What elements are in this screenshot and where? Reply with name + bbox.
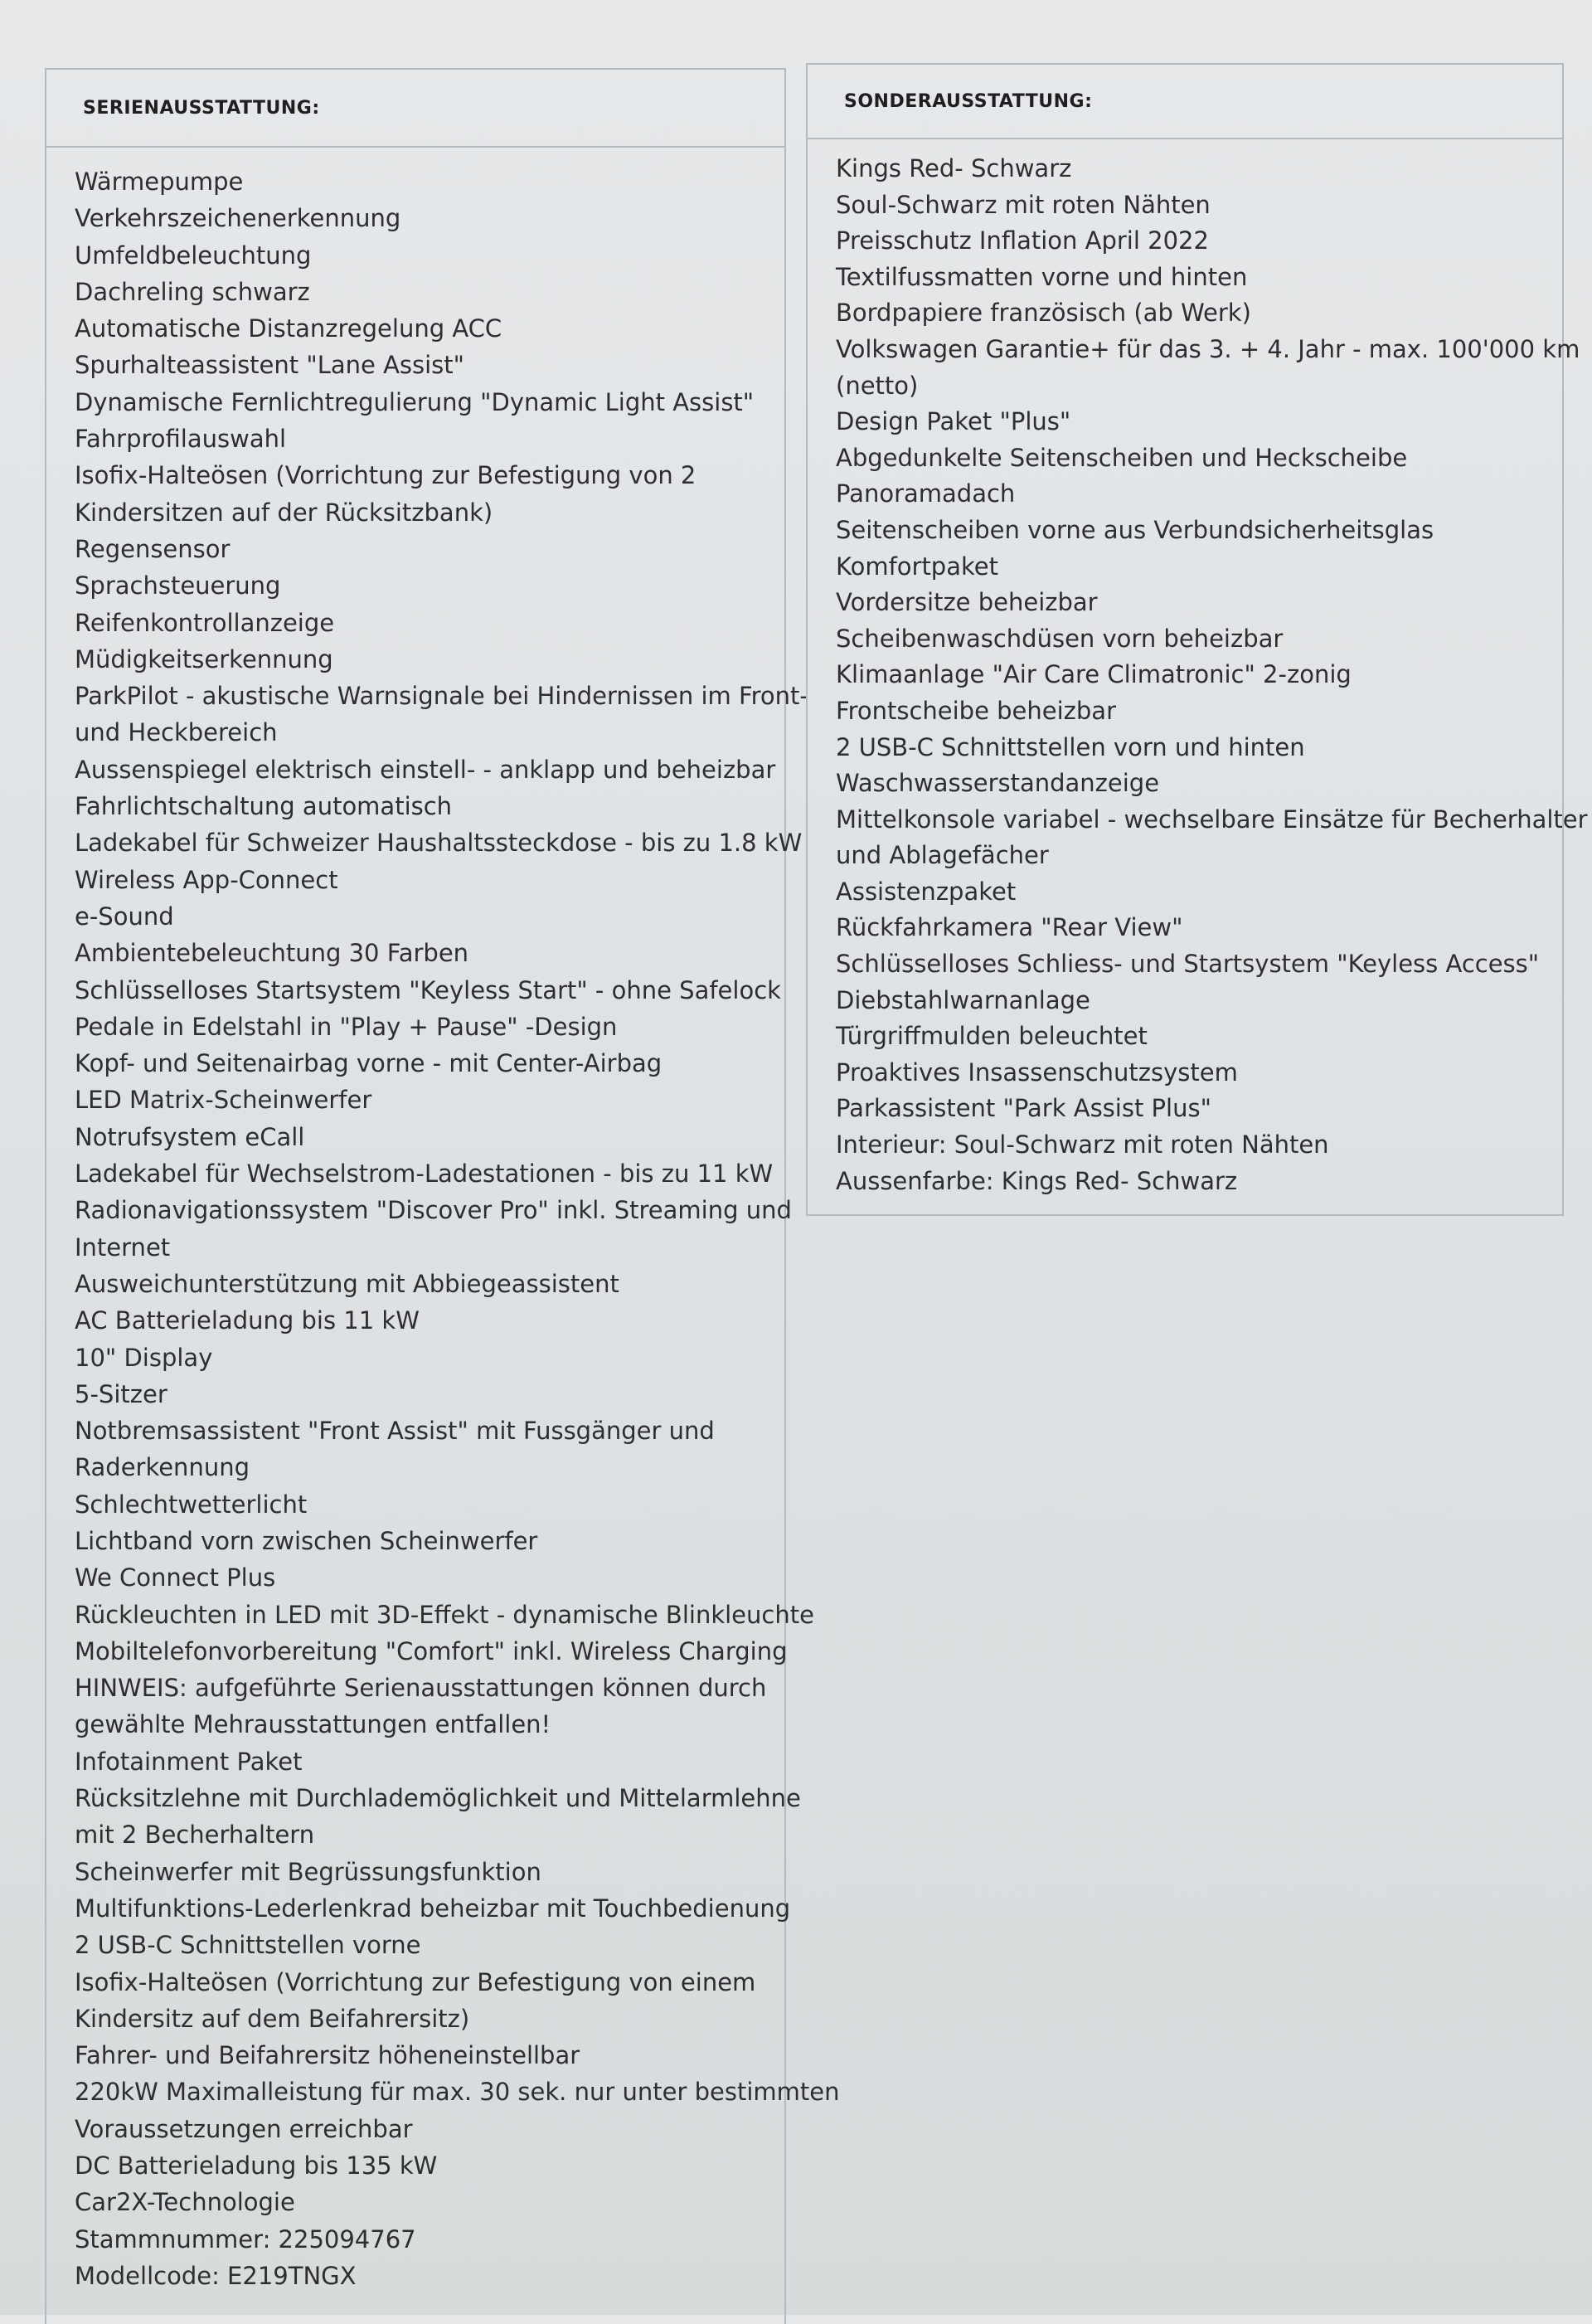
optional-equipment-item: Seitenscheiben vorne aus Verbundsicherheitsglas <box>836 515 1434 544</box>
optional-equipment-header <box>808 65 1562 139</box>
optional-equipment-panel <box>806 63 1588 1216</box>
standard-equipment-item: Dachreling schwarz <box>75 277 310 306</box>
optional-equipment-item: Waschwasserstandanzeige <box>836 769 1160 798</box>
optional-equipment-item: (netto) <box>836 371 919 400</box>
standard-equipment-item: Mobiltelefonvorbereitung "Comfort" inkl. Wireless Charging <box>75 1636 788 1665</box>
standard-equipment-list <box>46 148 840 2294</box>
optional-equipment-item: Aussenfarbe: Kings Red- Schwarz <box>836 1166 1238 1195</box>
standard-equipment-item: Ladekabel für Wechselstrom-Ladestationen - bis zu 11 kW <box>75 1160 774 1189</box>
optional-equipment-item: Schlüsselloses Schliess- und Startsystem "Keyless Access" <box>836 950 1540 979</box>
optional-equipment-item: und Ablagefächer <box>836 841 1049 870</box>
standard-equipment-item: LED Matrix-Scheinwerfer <box>75 1086 372 1115</box>
optional-equipment-item: Scheibenwaschdüsen vorn beheizbar <box>836 624 1284 653</box>
standard-equipment-item: Automatische Distanzregelung ACC <box>75 314 502 343</box>
standard-equipment-item: mit 2 Becherhaltern <box>75 1821 315 1850</box>
standard-equipment-item: Sprachsteuerung <box>75 571 281 600</box>
standard-equipment-item: Scheinwerfer mit Begrüssungsfunktion <box>75 1857 541 1886</box>
standard-equipment-header <box>46 70 784 148</box>
standard-equipment-item: 2 USB-C Schnittstellen vorne <box>75 1931 421 1960</box>
standard-equipment-item: HINWEIS: aufgeführte Serienausstattungen können durch <box>75 1674 767 1703</box>
standard-equipment-item: Isofix-Halteösen (Vorrichtung zur Befestigung von einem <box>75 1967 756 1996</box>
optional-equipment-item: Proaktives Insassenschutzsystem <box>836 1057 1238 1087</box>
standard-equipment-item: Aussenspiegel elektrisch einstell- - anklapp und beheizbar <box>75 755 776 784</box>
optional-equipment-item: Soul-Schwarz mit roten Nähten <box>836 190 1211 219</box>
standard-equipment-item: Spurhalteassistent "Lane Assist" <box>75 351 465 380</box>
standard-equipment-item: gewählte Mehrausstattungen entfallen! <box>75 1710 551 1739</box>
standard-equipment-item: Radionavigationssystem "Discover Pro" inkl. Streaming und <box>75 1196 792 1225</box>
optional-equipment-item: Panoramadach <box>836 479 1016 508</box>
standard-equipment-item: ParkPilot - akustische Warnsignale bei Hindernissen im Front- <box>75 682 808 711</box>
standard-equipment-item: 220kW Maximalleistung für max. 30 sek. nur unter bestimmten <box>75 2078 840 2107</box>
optional-equipment-item: Assistenzpaket <box>836 877 1017 906</box>
standard-equipment-item: Ausweichunterstützung mit Abbiegeassistent <box>75 1269 619 1298</box>
standard-equipment-item: Kopf- und Seitenairbag vorne - mit Center-Airbag <box>75 1049 663 1078</box>
standard-equipment-item: Notbremsassistent "Front Assist" mit Fussgänger und <box>75 1417 715 1446</box>
optional-equipment-item: Kings Red- Schwarz <box>836 154 1072 182</box>
standard-equipment-item: Umfeldbeleuchtung <box>75 241 312 270</box>
optional-equipment-item: Vordersitze beheizbar <box>836 588 1098 617</box>
standard-equipment-item: Ladekabel für Schweizer Haushaltssteckdose - bis zu 1.8 kW <box>75 829 803 858</box>
standard-equipment-item: Notrufsystem eCall <box>75 1122 305 1151</box>
standard-equipment-item: Wärmepumpe <box>75 168 244 196</box>
standard-equipment-item: und Heckbereich <box>75 718 278 747</box>
optional-equipment-item: Textilfussmatten vorne und hinten <box>836 262 1248 291</box>
standard-equipment-item: Lichtband vorn zwischen Scheinwerfer <box>75 1526 538 1555</box>
standard-equipment-item: Pedale in Edelstahl in "Play + Pause" -Design <box>75 1012 618 1041</box>
standard-equipment-item: 5-Sitzer <box>75 1379 167 1408</box>
standard-equipment-item: Voraussetzungen erreichbar <box>75 2114 413 2143</box>
standard-equipment-item: Regensensor <box>75 534 231 563</box>
standard-equipment-item: Schlüsselloses Startsystem "Keyless Start" - ohne Safelock <box>75 975 781 1004</box>
optional-equipment-item: Volkswagen Garantie+ für das 3. + 4. Jahr - max. 100'000 km <box>836 334 1580 363</box>
standard-equipment-item: Infotainment Paket <box>75 1747 303 1776</box>
standard-equipment-item: Reifenkontrollanzeige <box>75 608 335 637</box>
standard-equipment-item: Rückleuchten in LED mit 3D-Effekt - dynamische Blinkleuchte <box>75 1600 814 1629</box>
standard-equipment-item: Rücksitzlehne mit Durchlademöglichkeit und Mittelarmlehne <box>75 1784 801 1813</box>
standard-equipment-item: Modellcode: E219TNGX <box>75 2261 357 2290</box>
standard-equipment-item: Stammnummer: 225094767 <box>75 2224 416 2254</box>
standard-equipment-item: Isofix-Halteösen (Vorrichtung zur Befestigung von 2 <box>75 461 696 490</box>
optional-equipment-item: Frontscheibe beheizbar <box>836 696 1117 725</box>
optional-equipment-item: Interieur: Soul-Schwarz mit roten Nähten <box>836 1130 1329 1160</box>
standard-equipment-item: Fahrlichtschaltung automatisch <box>75 792 453 821</box>
standard-equipment-item: Schlechtwetterlicht <box>75 1490 308 1519</box>
standard-equipment-item: Raderkennung <box>75 1453 250 1482</box>
optional-equipment-title: SONDERAUSSTATTUNG: <box>844 90 1093 112</box>
optional-equipment-item: 2 USB-C Schnittstellen vorn und hinten <box>836 732 1305 761</box>
optional-equipment-item: Abgedunkelte Seitenscheiben und Heckscheibe <box>836 443 1408 472</box>
optional-equipment-item: Design Paket "Plus" <box>836 407 1071 436</box>
optional-equipment-item: Klimaanlage "Air Care Climatronic" 2-zonig <box>836 660 1352 689</box>
standard-equipment-panel <box>45 68 840 2324</box>
optional-equipment-list <box>808 139 1588 1199</box>
standard-equipment-item: Multifunktions-Lederlenkrad beheizbar mit Touchbedienung <box>75 1894 791 1923</box>
standard-equipment-item: e-Sound <box>75 902 174 931</box>
optional-equipment-item: Diebstahlwarnanlage <box>836 985 1090 1014</box>
standard-equipment-item: Car2X-Technologie <box>75 2188 295 2217</box>
optional-equipment-item: Rückfahrkamera "Rear View" <box>836 913 1183 942</box>
standard-equipment-item: Fahrer- und Beifahrersitz höheneinstellbar <box>75 2041 580 2070</box>
standard-equipment-item: Kindersitz auf dem Beifahrersitz) <box>75 2004 470 2033</box>
optional-equipment-item: Preisschutz Inflation April 2022 <box>836 226 1209 255</box>
standard-equipment-item: Wireless App-Connect <box>75 865 338 894</box>
optional-equipment-item: Türgriffmulden beleuchtet <box>836 1022 1148 1051</box>
optional-equipment-item: Komfortpaket <box>836 552 998 581</box>
optional-equipment-item: Mittelkonsole variabel - wechselbare Einsätze für Becherhalter <box>836 805 1588 834</box>
optional-equipment-item: Bordpapiere französisch (ab Werk) <box>836 299 1251 328</box>
standard-equipment-item: 10" Display <box>75 1343 213 1372</box>
standard-equipment-item: Ambientebeleuchtung 30 Farben <box>75 939 469 968</box>
standard-equipment-item: AC Batterieladung bis 11 kW <box>75 1306 420 1335</box>
standard-equipment-item: We Connect Plus <box>75 1563 276 1592</box>
standard-equipment-item: Fahrprofilauswahl <box>75 425 287 454</box>
standard-equipment-item: Müdigkeitserkennung <box>75 644 333 673</box>
standard-equipment-title: SERIENAUSSTATTUNG: <box>83 97 320 119</box>
standard-equipment-item: Kindersitzen auf der Rücksitzbank) <box>75 498 493 527</box>
standard-equipment-item: DC Batterieladung bis 135 kW <box>75 2151 438 2181</box>
standard-equipment-item: Verkehrszeichenerkennung <box>75 204 401 233</box>
standard-equipment-item: Dynamische Fernlichtregulierung "Dynamic Light Assist" <box>75 387 755 416</box>
standard-equipment-item: Internet <box>75 1232 171 1262</box>
optional-equipment-item: Parkassistent "Park Assist Plus" <box>836 1094 1211 1123</box>
